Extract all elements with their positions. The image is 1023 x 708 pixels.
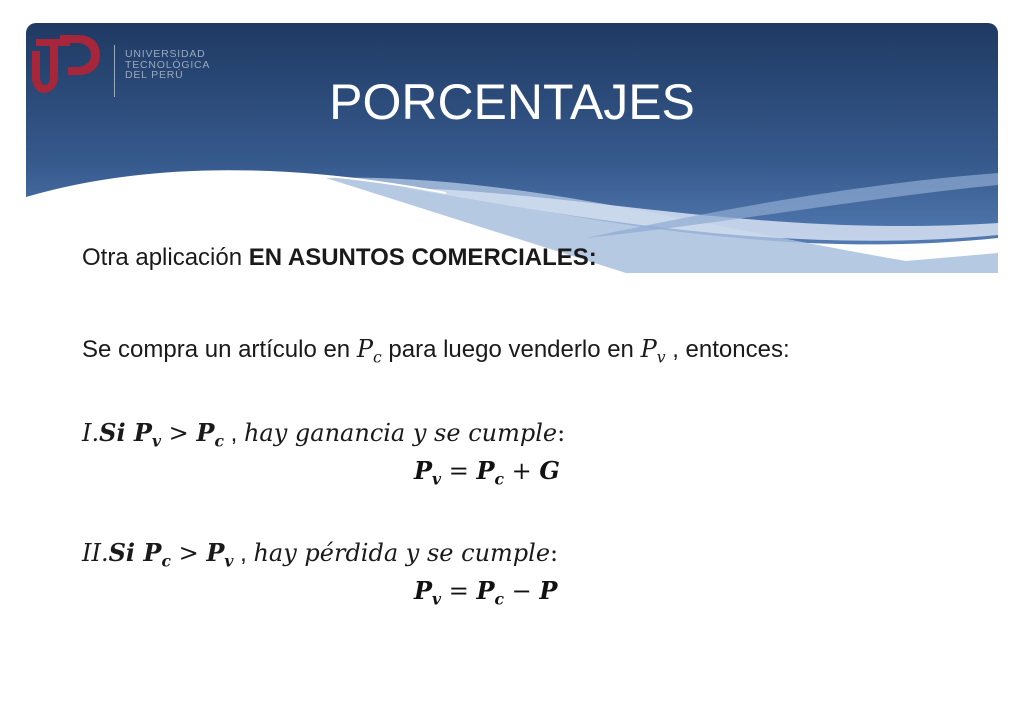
case2-numeral: II. [82,539,109,567]
case1-op: > [161,419,197,447]
header-banner [26,23,998,273]
case1-line [82,418,566,451]
case1-si: Si [99,418,134,447]
statement-part1: Se compra un artículo en [82,336,357,363]
logo-text-line1: UNIVERSIDAD [125,48,206,60]
statement-part2: para luego venderlo en [381,336,641,363]
case2-text: hay pérdida y se cumple [253,539,551,567]
case1-colon: : [557,419,566,447]
pv-symbol: $P_v$ [640,335,666,367]
case2-op: > [170,539,207,567]
logo-text-line2: TECNOLÓGICA [125,58,211,71]
case1-sep: , [223,420,244,447]
intro-normal: Otra aplicación [82,244,249,271]
case2-rhs: $P_v$ [206,538,234,571]
case2-lhs: $P_c$ [143,538,171,571]
case2-equation: $P_v = P_c - P$ [414,576,558,609]
case1-rhs: $P_c$ [196,418,224,451]
case2-colon: : [550,539,559,567]
intro-bold: EN ASUNTOS COMERCIALES: [248,244,597,271]
page-title: PORCENTAJES [329,74,695,130]
case2-line [82,538,559,571]
pc-symbol: $P_c$ [356,335,382,367]
statement-line [82,335,790,367]
slide [26,23,998,683]
case2-sep: , [233,540,254,567]
case1-text: hay ganancia y se cumple [243,419,558,447]
case1-numeral: I. [82,419,100,447]
case2-si: Si [108,538,144,567]
case1-lhs: $P_v$ [133,418,162,451]
intro-line [82,244,597,272]
statement-part3: , entonces: [665,336,790,363]
case1-equation: $P_v = P_c + G$ [414,456,560,489]
logo-text-line3: DEL PERÚ [125,69,184,81]
